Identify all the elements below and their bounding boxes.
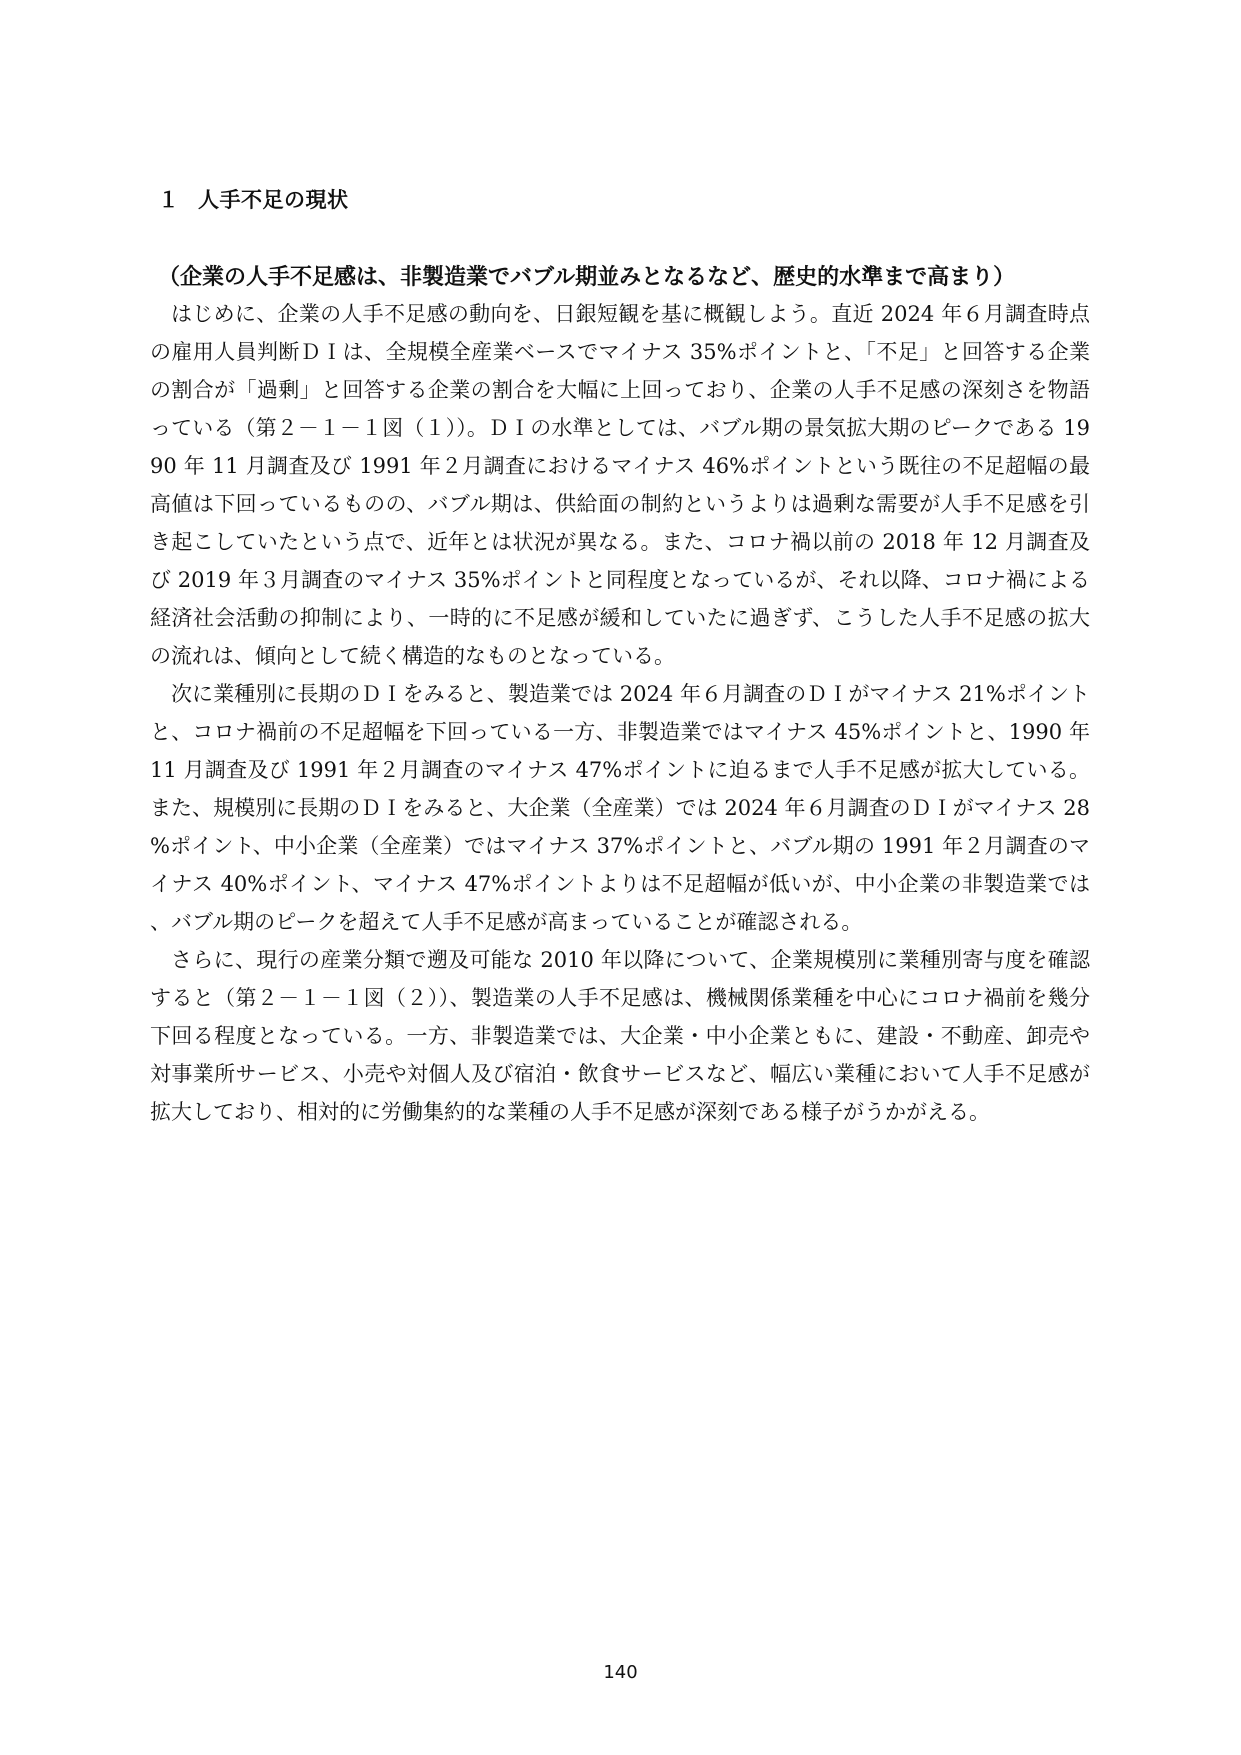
- paragraph: さらに、現行の産業分類で遡及可能な 2010 年以降について、企業規模別に業種別寄与度を確認すると（第２－１－１図（２））、製造業の人手不足感は、機械関係業種を中心にコロナ禍前を幾分下回る程度となっている。一方、非製造業では、大企業・中小企業ともに、建設・不動産、卸売や対事業所サービス、小売や対個人及び宿泊・飲食サービスなど、幅広い業種において人手不足感が拡大しており、相対的に労働集約的な業種の人手不足感が深刻である様子がうかがえる。: [150, 948, 1090, 1124]
- paragraph: はじめに、企業の人手不足感の動向を、日銀短観を基に概観しよう。直近 2024 年６月調査時点の雇用人員判断ＤＩは、全規模全産業ベースでマイナス 35%ポイントと、「不足」と回答する企業の割合が「過剰」と回答する企業の割合を大幅に上回っており、企業の人手不足感の深刻さを物語っている（第２－１－１図（１））。ＤＩの水準としては、バブル期の景気拡大期のピークである 1990 年 11 月調査及び 1991 年２月調査におけるマイナス 46%ポイントという既往の不足超幅の最高値は下回っているものの、バブル期は、供給面の制約というよりは過剰な需要が人手不足感を引き起こしていたという点で、近年とは状況が異なる。また、コロナ禍以前の 2018 年 12 月調査及び 2019 年３月調査のマイナス 35%ポイントと同程度となっているが、それ以降、コロナ禍による経済社会活動の抑制により、一時的に不足感が緩和していたに過ぎず、こうした人手不足感の拡大の流れは、傾向として続く構造的なものとなっている。: [150, 302, 1090, 668]
- body-text: [150, 295, 1090, 1131]
- paragraph: 次に業種別に長期のＤＩをみると、製造業では 2024 年６月調査のＤＩがマイナス 21%ポイントと、コロナ禍前の不足超幅を下回っている一方、非製造業ではマイナス 45%ポイントと、1990 年 11 月調査及び 1991 年２月調査のマイナス 47%ポイントに迫るまで人手不足感が拡大している。また、規模別に長期のＤＩをみると、大企業（全産業）では 2024 年６月調査のＤＩがマイナス 28%ポイント、中小企業（全産業）ではマイナス 37%ポイントと、バブル期の 1991 年２月調査のマイナス 40%ポイント、マイナス 47%ポイントよりは不足超幅が低いが、中小企業の非製造業では、バブル期のピークを超えて人手不足感が高まっていることが確認される。: [150, 682, 1090, 934]
- subsection-heading: （企業の人手不足感は、非製造業でバブル期並みとなるなど、歴史的水準まで高まり）: [158, 265, 1016, 290]
- section-title: 人手不足の現状: [198, 188, 349, 212]
- section-number: １: [158, 188, 180, 212]
- section-heading: [158, 184, 349, 214]
- page-number: 140: [603, 1662, 638, 1683]
